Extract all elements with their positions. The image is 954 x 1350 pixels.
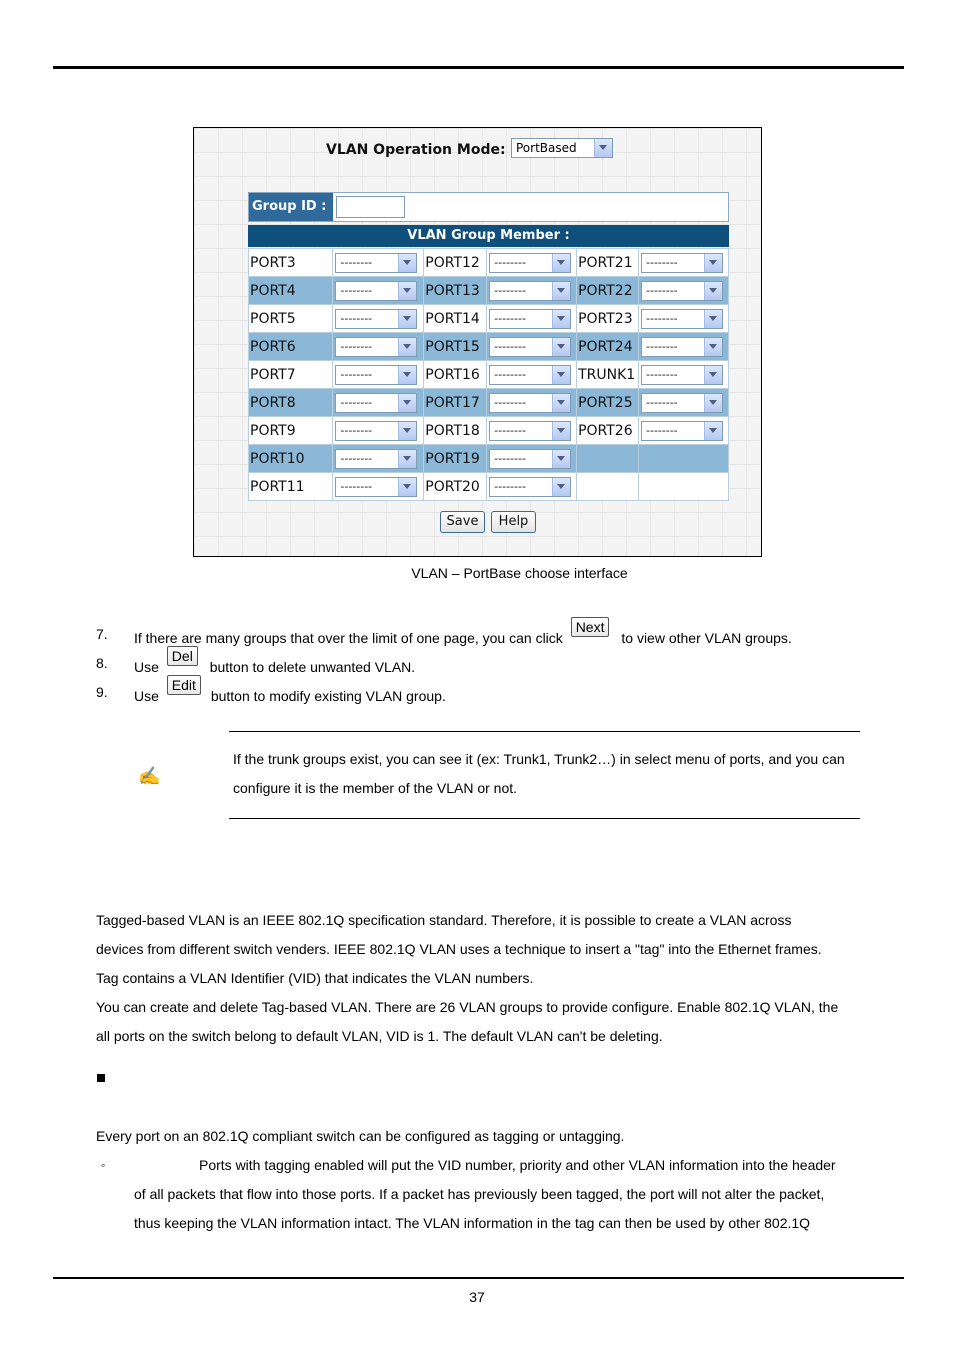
port-member-select[interactable] bbox=[489, 393, 571, 413]
port-label: PORT10 bbox=[249, 445, 333, 473]
port-select-cell bbox=[333, 417, 424, 445]
select-value: -------- bbox=[340, 451, 373, 465]
chevron-down-icon bbox=[552, 366, 570, 384]
select-value: -------- bbox=[646, 423, 678, 437]
port-member-select[interactable] bbox=[641, 309, 723, 329]
port-select-cell bbox=[639, 333, 729, 361]
port-label: PORT26 bbox=[577, 417, 639, 445]
vlan-mode-select[interactable] bbox=[511, 138, 613, 158]
edit-button[interactable]: Edit bbox=[167, 675, 201, 695]
port-label: PORT5 bbox=[249, 305, 333, 333]
del-button[interactable]: Del bbox=[167, 646, 198, 666]
port-select-cell bbox=[487, 417, 577, 445]
select-value: -------- bbox=[494, 311, 526, 325]
port-select-cell bbox=[639, 277, 729, 305]
port-member-select[interactable] bbox=[489, 281, 571, 301]
port-member-select[interactable] bbox=[335, 477, 417, 497]
port-member-select[interactable] bbox=[335, 393, 417, 413]
select-value: -------- bbox=[340, 311, 373, 325]
port-select-cell bbox=[639, 305, 729, 333]
port-select-cell bbox=[333, 277, 424, 305]
table-row bbox=[249, 361, 729, 389]
select-value: -------- bbox=[494, 255, 526, 269]
chevron-down-icon bbox=[552, 394, 570, 412]
port-member-select[interactable] bbox=[641, 253, 723, 273]
port-label: PORT13 bbox=[424, 277, 487, 305]
chevron-down-icon bbox=[398, 450, 416, 468]
port-member-select[interactable] bbox=[489, 337, 571, 357]
port-label: TRUNK1 bbox=[577, 361, 639, 389]
help-button[interactable]: Help bbox=[491, 511, 536, 533]
port-select-cell bbox=[333, 473, 424, 501]
chevron-down-icon bbox=[398, 254, 416, 272]
step-num: 8. bbox=[96, 655, 108, 671]
port-select-cell bbox=[487, 473, 577, 501]
port-select-cell bbox=[487, 389, 577, 417]
port-select-cell bbox=[639, 361, 729, 389]
table-row bbox=[249, 445, 729, 473]
port-label: PORT24 bbox=[577, 333, 639, 361]
port-member-select[interactable] bbox=[335, 309, 417, 329]
select-value: -------- bbox=[646, 339, 678, 353]
port-select-cell bbox=[639, 473, 729, 501]
table-row bbox=[249, 277, 729, 305]
header-rule bbox=[53, 66, 904, 69]
port-label: PORT12 bbox=[424, 249, 487, 277]
table-row bbox=[249, 249, 729, 277]
chevron-down-icon bbox=[704, 338, 722, 356]
vlan-screenshot bbox=[193, 127, 762, 557]
chevron-down-icon bbox=[398, 366, 416, 384]
port-label: PORT9 bbox=[249, 417, 333, 445]
table-row bbox=[249, 389, 729, 417]
chevron-down-icon bbox=[704, 282, 722, 300]
select-value: -------- bbox=[646, 283, 678, 297]
port-member-select[interactable] bbox=[641, 337, 723, 357]
table-row bbox=[249, 333, 729, 361]
select-value: -------- bbox=[494, 451, 526, 465]
select-value: -------- bbox=[340, 339, 373, 353]
chevron-down-icon bbox=[552, 422, 570, 440]
port-member-select[interactable] bbox=[489, 365, 571, 385]
port-label: PORT4 bbox=[249, 277, 333, 305]
port-label: PORT22 bbox=[577, 277, 639, 305]
group-id-row bbox=[248, 192, 729, 222]
port-member-select[interactable] bbox=[335, 365, 417, 385]
port-member-select[interactable] bbox=[335, 337, 417, 357]
note-rule-bottom bbox=[229, 818, 860, 819]
port-select-cell bbox=[333, 333, 424, 361]
chevron-down-icon bbox=[398, 422, 416, 440]
select-value: -------- bbox=[340, 367, 373, 381]
table-row bbox=[249, 305, 729, 333]
port-member-select[interactable] bbox=[489, 309, 571, 329]
port-label: PORT16 bbox=[424, 361, 487, 389]
port-member-select[interactable] bbox=[335, 421, 417, 441]
chevron-down-icon bbox=[552, 338, 570, 356]
select-value: -------- bbox=[646, 311, 678, 325]
port-select-cell bbox=[639, 249, 729, 277]
port-select-cell bbox=[333, 249, 424, 277]
select-value: -------- bbox=[646, 367, 678, 381]
figure-caption: VLAN – PortBase choose interface bbox=[411, 565, 628, 581]
page-number: 37 bbox=[469, 1289, 485, 1305]
port-label: PORT3 bbox=[249, 249, 333, 277]
chevron-down-icon bbox=[552, 478, 570, 496]
note-rule-top bbox=[229, 731, 860, 732]
port-select-cell bbox=[639, 445, 729, 473]
chevron-down-icon bbox=[704, 394, 722, 412]
step-7: If there are many groups that over the limit of one page, you can click Next to view other VLAN groups. bbox=[134, 619, 792, 646]
port-member-select[interactable] bbox=[641, 393, 723, 413]
port-select-cell bbox=[639, 389, 729, 417]
port-select-cell bbox=[333, 389, 424, 417]
group-id-input[interactable] bbox=[336, 196, 405, 218]
port-select-cell bbox=[487, 445, 577, 473]
port-member-select[interactable] bbox=[641, 421, 723, 441]
port-label: PORT20 bbox=[424, 473, 487, 501]
port-label bbox=[577, 473, 639, 501]
port-label: PORT6 bbox=[249, 333, 333, 361]
select-value: -------- bbox=[494, 395, 526, 409]
chevron-down-icon bbox=[398, 282, 416, 300]
select-value: -------- bbox=[646, 255, 678, 269]
chevron-down-icon bbox=[704, 310, 722, 328]
chevron-down-icon bbox=[398, 310, 416, 328]
select-value: -------- bbox=[340, 283, 373, 297]
vlan-mode-label: VLAN Operation Mode: bbox=[326, 142, 506, 158]
port-member-select[interactable] bbox=[335, 449, 417, 469]
select-value: -------- bbox=[340, 395, 373, 409]
square-bullet-icon bbox=[97, 1074, 105, 1082]
port-select-cell bbox=[487, 333, 577, 361]
select-value: -------- bbox=[494, 339, 526, 353]
select-value: -------- bbox=[340, 479, 373, 493]
chevron-down-icon bbox=[594, 139, 612, 157]
port-member-select[interactable] bbox=[489, 449, 571, 469]
chevron-down-icon bbox=[398, 338, 416, 356]
port-member-select[interactable] bbox=[489, 253, 571, 273]
chevron-down-icon bbox=[704, 422, 722, 440]
port-label: PORT23 bbox=[577, 305, 639, 333]
select-value: -------- bbox=[340, 255, 373, 269]
port-select-cell bbox=[333, 361, 424, 389]
chevron-down-icon bbox=[552, 282, 570, 300]
select-value: -------- bbox=[340, 423, 373, 437]
chevron-down-icon bbox=[552, 254, 570, 272]
chevron-down-icon bbox=[704, 254, 722, 272]
port-label bbox=[577, 445, 639, 473]
port-select-cell bbox=[333, 445, 424, 473]
table-row bbox=[249, 417, 729, 445]
port-member-table bbox=[248, 248, 729, 501]
port-select-cell bbox=[487, 249, 577, 277]
select-value: -------- bbox=[646, 395, 678, 409]
port-label: PORT19 bbox=[424, 445, 487, 473]
step-num: 9. bbox=[96, 684, 108, 700]
select-value: -------- bbox=[494, 367, 526, 381]
note-pencil-icon: ✍ bbox=[138, 766, 161, 786]
port-member-select[interactable] bbox=[335, 281, 417, 301]
footer-rule bbox=[53, 1277, 904, 1279]
select-value: -------- bbox=[494, 423, 526, 437]
select-value: -------- bbox=[494, 283, 526, 297]
select-value: -------- bbox=[494, 479, 526, 493]
chevron-down-icon bbox=[704, 366, 722, 384]
port-label: PORT15 bbox=[424, 333, 487, 361]
step-9: Use Edit button to modify existing VLAN group. bbox=[134, 677, 446, 704]
circle-bullet-icon: ◦ bbox=[101, 1158, 106, 1172]
port-label: PORT8 bbox=[249, 389, 333, 417]
port-label: PORT14 bbox=[424, 305, 487, 333]
step-8: Use Del button to delete unwanted VLAN. bbox=[134, 648, 416, 675]
port-member-select[interactable] bbox=[641, 365, 723, 385]
note-text: If the trunk groups exist, you can see it (ex: Trunk1, Trunk2…) in select menu of ports, and you can configure it is the member of the VLAN or not. bbox=[233, 751, 845, 796]
port-label: PORT25 bbox=[577, 389, 639, 417]
port-member-select[interactable] bbox=[489, 477, 571, 497]
port-label: PORT21 bbox=[577, 249, 639, 277]
step-num: 7. bbox=[96, 626, 108, 642]
port-select-cell bbox=[333, 305, 424, 333]
group-id-label: Group ID : bbox=[249, 193, 333, 221]
port-label: PORT18 bbox=[424, 417, 487, 445]
vlan-group-member-header: VLAN Group Member : bbox=[248, 225, 729, 247]
paragraph-tagging: Every port on an 802.1Q compliant switch can be configured as tagging or untagging. bbox=[96, 1128, 625, 1144]
port-select-cell bbox=[487, 305, 577, 333]
chevron-down-icon bbox=[552, 310, 570, 328]
save-button[interactable]: Save bbox=[440, 511, 485, 533]
chevron-down-icon bbox=[398, 394, 416, 412]
next-button[interactable]: Next bbox=[571, 617, 610, 637]
port-member-select[interactable] bbox=[489, 421, 571, 441]
port-label: PORT11 bbox=[249, 473, 333, 501]
port-select-cell bbox=[487, 361, 577, 389]
port-member-select[interactable] bbox=[335, 253, 417, 273]
port-label: PORT7 bbox=[249, 361, 333, 389]
port-member-select[interactable] bbox=[641, 281, 723, 301]
port-select-cell bbox=[487, 277, 577, 305]
paragraph-tag-vlan: Tagged-based VLAN is an IEEE 802.1Q specification standard. Therefore, it is possible to create a VLAN across devices from different switch venders. IEEE 802.1Q VLAN uses a technique to insert a "tag" into the Ethernet frames. Tag contains a VLAN Identifier (VID) that indicates the VLAN numbers. You can create and delete Tag-based VLAN. There are 26 VLAN groups to provide configure. Enable 802.1Q VLAN, the all ports on the switch belong to default VLAN, VID is 1. The default VLAN can't be deleting. bbox=[96, 912, 839, 1044]
vlan-mode-value: PortBased bbox=[516, 141, 577, 155]
table-row bbox=[249, 473, 729, 501]
port-label: PORT17 bbox=[424, 389, 487, 417]
port-select-cell bbox=[639, 417, 729, 445]
chevron-down-icon bbox=[552, 450, 570, 468]
chevron-down-icon bbox=[398, 478, 416, 496]
paragraph-tag-detail: Ports with tagging enabled will put the VID number, priority and other VLAN information into the header of all packets that flow into those ports. If a packet has previously been tagged, the port will not alter the packet, thus keeping the VLAN information intact. The VLAN information in the tag can then be used by other 802.1Q bbox=[134, 1157, 836, 1231]
